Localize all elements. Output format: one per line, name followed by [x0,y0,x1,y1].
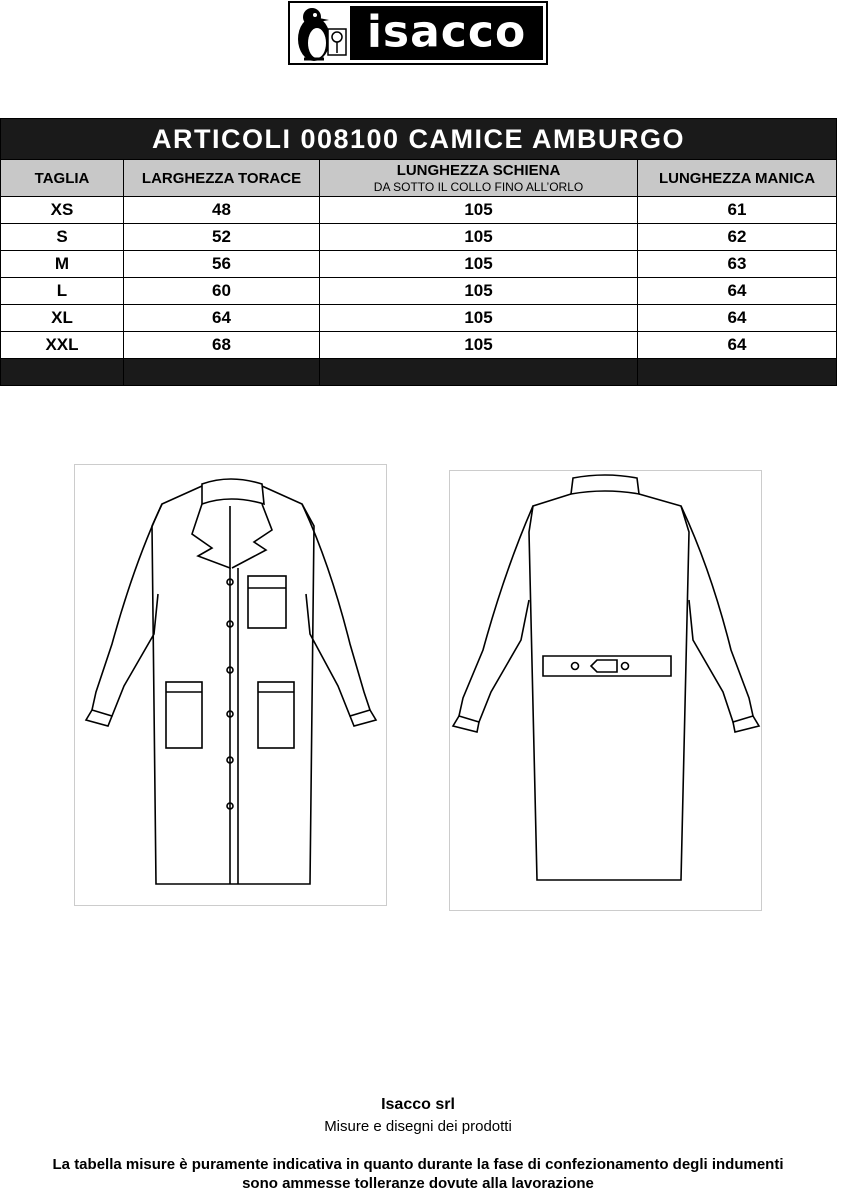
header-lunghezza-schiena: LUNGHEZZA SCHIENA DA SOTTO IL COLLO FINO ALL’ORLO [320,160,638,197]
cell-lunghezza-manica: 61 [638,197,837,224]
brand-wordmark-box [350,6,543,60]
table-row [1,305,837,332]
size-table [0,118,837,386]
cell-lunghezza-manica: 64 [638,305,837,332]
cell-larghezza-torace: 48 [124,197,320,224]
cell-taglia: XS [1,197,124,224]
cell-taglia: XXL [1,332,124,359]
header-lunghezza-schiena-note: DA SOTTO IL COLLO FINO ALL’ORLO [373,180,584,194]
cell-taglia: L [1,278,124,305]
table-header-row [1,160,837,197]
cell-lunghezza-schiena: 105 [320,251,638,278]
table-title-row [1,119,837,160]
penguin-icon [292,5,350,63]
cell-lunghezza-manica: 62 [638,224,837,251]
header-taglia: TAGLIA [1,160,124,197]
table-row [1,332,837,359]
brand-wordmark: isacco [366,6,527,58]
cell-lunghezza-schiena: 105 [320,197,638,224]
footer-subtitle: Misure e disegni dei prodotti [324,1118,512,1135]
table-row [1,224,837,251]
disclaimer-line-2: sono ammesse tolleranze dovute alla lavorazione [242,1175,594,1192]
cell-larghezza-torace: 64 [124,305,320,332]
coat-back-drawing [449,470,762,911]
table-row [1,197,837,224]
table-row [1,278,837,305]
table-row [1,251,837,278]
disclaimer [0,1155,836,1193]
cell-lunghezza-schiena: 105 [320,332,638,359]
cell-lunghezza-manica: 64 [638,278,837,305]
cell-larghezza-torace: 52 [124,224,320,251]
cell-larghezza-torace: 68 [124,332,320,359]
company-name: Isacco srl [381,1096,455,1113]
cell-lunghezza-manica: 63 [638,251,837,278]
header-larghezza-torace: LARGHEZZA TORACE [124,160,320,197]
cell-taglia: XL [1,305,124,332]
cell-larghezza-torace: 60 [124,278,320,305]
coat-front-drawing [74,464,387,906]
disclaimer-line-1: La tabella misure è puramente indicativa in quanto durante la fase di confezionamento degli indumenti [52,1156,784,1173]
header-lunghezza-manica: LUNGHEZZA MANICA [638,160,837,197]
cell-lunghezza-manica: 64 [638,332,837,359]
cell-larghezza-torace: 56 [124,251,320,278]
cell-lunghezza-schiena: 105 [320,278,638,305]
cell-lunghezza-schiena: 105 [320,224,638,251]
cell-taglia: M [1,251,124,278]
table-title: ARTICOLI 008100 CAMICE AMBURGO [1,119,837,160]
table-footer-row [1,359,837,386]
brand-logo [288,1,548,65]
cell-lunghezza-schiena: 105 [320,305,638,332]
cell-taglia: S [1,224,124,251]
